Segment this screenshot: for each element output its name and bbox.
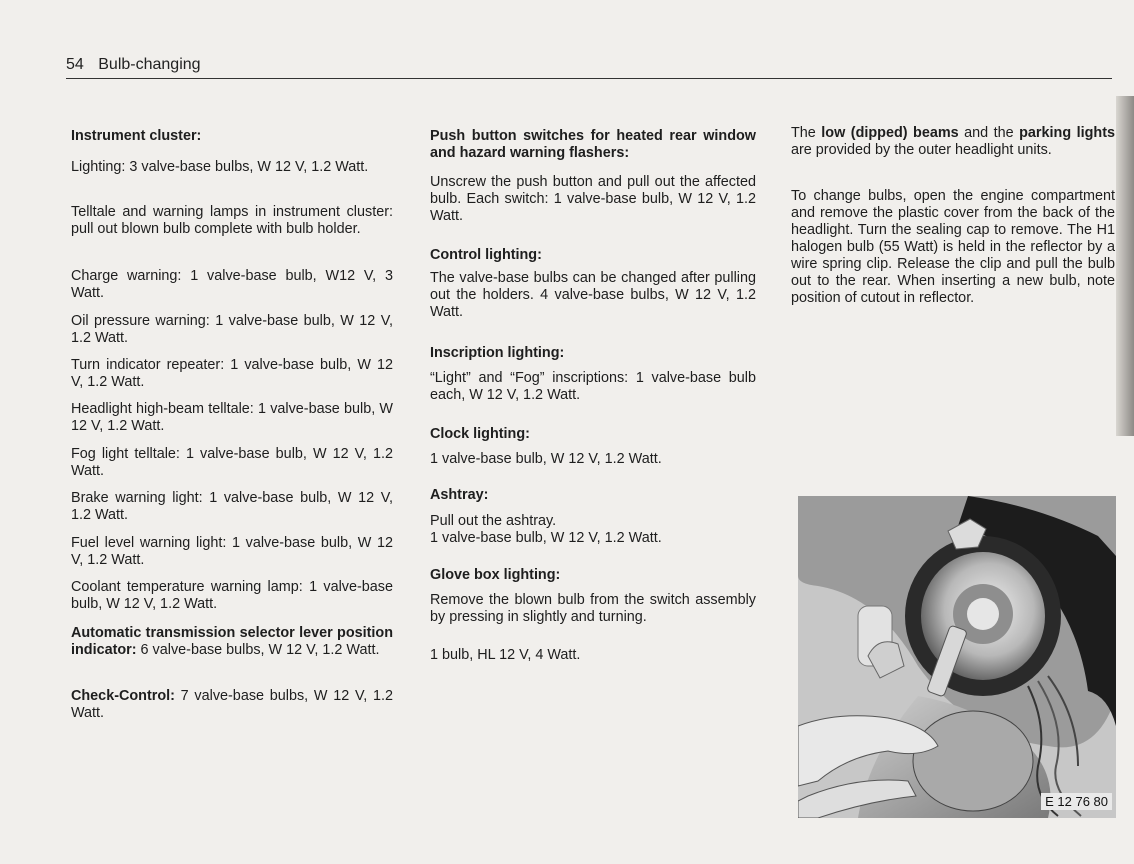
automatic-transmission-text xyxy=(71,625,393,659)
lighting-text: Lighting: 3 valve-base bulbs, W 12 V, 1.2 Watt. xyxy=(71,159,369,175)
dipped-beams-text xyxy=(791,125,1115,159)
coolant-text: Coolant temperature warning lamp: 1 valve-base bulb, W 12 V, 1.2 Watt. xyxy=(71,579,393,612)
low-beams-label: low (dipped) beams xyxy=(821,125,959,141)
check-control-value: 7 valve-base bulbs, W 12 V, 1.2 Watt. xyxy=(71,688,393,721)
change-bulbs-text: To change bulbs, open the engine compartment and remove the plastic cover from the back of the headlight. Turn the sealing cap to remove. The H1 halogen bulb (55 Watt) is held in the reflector by a wire spring clip. Release the clip and pull the bulb out to the rear. When inserting a new bulb, note position of cutout in reflector. xyxy=(791,188,1115,306)
headlight-bulb-photo xyxy=(798,496,1116,818)
brake-warning-text: Brake warning light: 1 valve-base bulb, W 12 V, 1.2 Watt. xyxy=(71,490,393,523)
section-title: Bulb-changing xyxy=(98,56,201,73)
check-control-label: Check-Control: xyxy=(71,688,175,704)
control-lighting-text: The valve-base bulbs can be changed after pulling out the holders. 4 valve-base bulbs, W 12 V, 1.2 Watt. xyxy=(430,270,756,320)
inscription-heading: Inscription lighting: xyxy=(430,345,565,361)
fuel-level-text: Fuel level warning light: 1 valve-base bulb, W 12 V, 1.2 Watt. xyxy=(71,535,393,568)
ashtray-heading: Ashtray: xyxy=(430,487,489,503)
charge-warning-text: Charge warning: 1 valve-base bulb, W12 V, 3 Watt. xyxy=(71,268,393,301)
push-button-text: Unscrew the push button and pull out the affected bulb. Each switch: 1 valve-base bulb, W 12 V, 1.2 Watt. xyxy=(430,174,756,224)
intro-text-1: The xyxy=(791,125,822,141)
intro-text-3: are provided by the outer headlight units. xyxy=(791,142,1052,158)
page-edge-shadow xyxy=(1116,96,1134,436)
control-lighting-heading: Control lighting: xyxy=(430,247,542,263)
ashtray-line-2: 1 valve-base bulb, W 12 V, 1.2 Watt. xyxy=(430,530,662,546)
clock-text: 1 valve-base bulb, W 12 V, 1.2 Watt. xyxy=(430,451,662,467)
headlight-telltale-text: Headlight high-beam telltale: 1 valve-base bulb, W 12 V, 1.2 Watt. xyxy=(71,401,393,434)
turn-indicator-text: Turn indicator repeater: 1 valve-base bulb, W 12 V, 1.2 Watt. xyxy=(71,357,393,390)
automatic-transmission-value: 6 valve-base bulbs, W 12 V, 1.2 Watt. xyxy=(136,642,380,658)
oil-pressure-text: Oil pressure warning: 1 valve-base bulb, W 12 V, 1.2 Watt. xyxy=(71,313,393,346)
photo-illustration xyxy=(798,496,1116,818)
parking-lights-label: parking lights xyxy=(1019,125,1115,141)
push-button-heading: Push button switches for heated rear window and hazard warning flashers: xyxy=(430,128,756,161)
ashtray-line-1: Pull out the ashtray. xyxy=(430,513,557,529)
page-header xyxy=(66,56,1112,79)
fog-telltale-text: Fog light telltale: 1 valve-base bulb, W 12 V, 1.2 Watt. xyxy=(71,446,393,479)
clock-heading: Clock lighting: xyxy=(430,426,530,442)
page-number: 54 xyxy=(66,56,84,73)
glovebox-heading: Glove box lighting: xyxy=(430,567,561,583)
automatic-transmission-label: Automatic transmission selector lever position indicator: xyxy=(71,625,393,658)
inscription-text: “Light” and “Fog” inscriptions: 1 valve-base bulb each, W 12 V, 1.2 Watt. xyxy=(430,370,756,403)
telltale-text: Telltale and warning lamps in instrument cluster: pull out blown bulb complete with bulb holder. xyxy=(71,204,393,237)
instrument-cluster-heading: Instrument cluster: xyxy=(71,128,202,144)
figure-code: E 12 76 80 xyxy=(1041,793,1112,810)
glovebox-text: Remove the blown bulb from the switch assembly by pressing in slightly and turning. xyxy=(430,592,756,625)
glovebox-bulb: 1 bulb, HL 12 V, 4 Watt. xyxy=(430,647,581,663)
intro-text-2: and the xyxy=(958,125,1020,141)
check-control-text xyxy=(71,688,393,722)
